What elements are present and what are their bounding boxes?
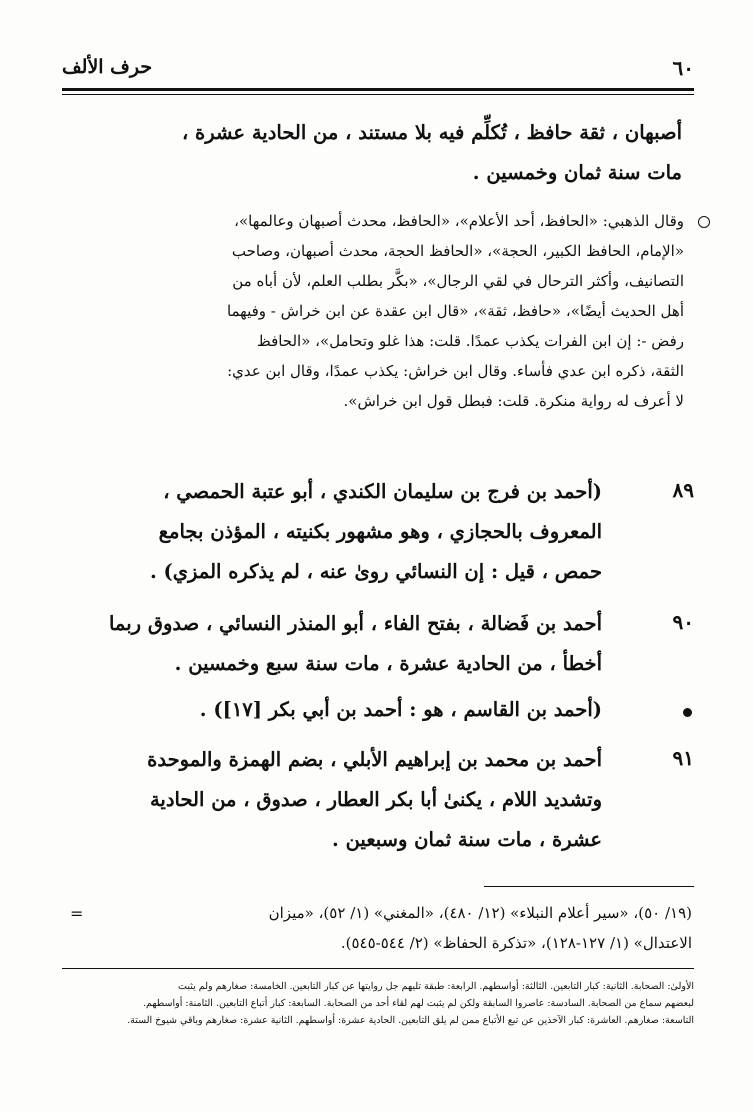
filled-dot-bullet-icon: [683, 708, 692, 717]
legend-rule: [62, 968, 694, 969]
text-line: (أحمد بن فرج بن سليمان الكندي ، أبو عتبة الحمصي ،: [163, 480, 602, 503]
dhahabi-commentary: [62, 206, 684, 416]
open-circle-bullet-icon: [698, 216, 710, 228]
page-header: [62, 56, 694, 86]
text-line: التصانيف، وأكثر الترحال في لقي الرجال»، «بكَّر بطلب العلم، لأن أباه من: [232, 272, 684, 290]
text-line: لبعضهم سماع من الصحابة. السادسة: عاصروا السابقة ولكن لم يثبت لهم لقاء أحد من الصحابة. السابعة: كبار أتباع التابعين. الثامنة: أواسطهم.: [143, 998, 694, 1009]
footnote-rule: [484, 886, 694, 887]
text-line: وقال الذهبي: «الحافظ، أحد الأعلام»، «الحافظ، محدث أصبهان وعالمها»،: [234, 212, 684, 230]
text-line: أصبهان ، ثقة حافظ ، تُكلِّم فيه بلا مستند ، من الحادية عشرة ،: [181, 121, 682, 144]
text-line: أخطأ ، من الحادية عشرة ، مات سنة سبع وخمسين .: [174, 652, 602, 675]
entry-number: ٩٠: [672, 610, 694, 634]
header-rule-thick: [62, 88, 694, 91]
text-line: وتشديد اللام ، يكنىٰ أبا بكر العطار ، صدوق ، من الحادية: [149, 788, 602, 811]
text-line: أهل الحديث أيضًا»، «حافظ، ثقة»، «قال ابن عقدة عن ابن خراش - وفيهما: [226, 302, 684, 320]
footnote: [100, 898, 692, 958]
text-line: الاعتدال» (١/ ١٢٧-١٢٨)، «تذكرة الحفاظ» (٢/ ٥٤٤-٥٤٥).: [340, 934, 692, 952]
text-line: (١٩/ ٥٠)، «سير أعلام النبلاء» (١٢/ ٤٨٠)، «المغني» (١/ ٥٢)، «ميزان: [268, 904, 692, 922]
footnote-continuation-marker: =: [70, 904, 84, 923]
text-line: رفض -: إن ابن الفرات يكذب عمدًا. قلت: هذا غلو وتحامل»، «الحافظ: [256, 332, 684, 350]
generations-legend: [62, 978, 694, 1029]
text-line: الأولىٰ: الصحابة. الثانية: كبار التابعين. الثالثة: أواسطهم. الرابعة: طبقة تليهم جل روايتها عن كبار التابعين. الخامسة: صغارهم ولم يثبت: [178, 981, 694, 992]
text-line: أحمد بن محمد بن إبراهيم الأبلي ، بضم الهمزة والموحدة: [147, 748, 602, 771]
entry-number: ٨٩: [672, 478, 694, 502]
header-rule-thin: [62, 94, 694, 95]
page-number: ٦٠: [672, 56, 694, 80]
text-line: لا أعرف له رواية منكرة. قلت: فبطل قول ابن خراش».: [343, 392, 684, 410]
entry-89: [62, 472, 602, 592]
cross-reference-entry: [62, 690, 602, 730]
text-line: أحمد بن فَضالة ، بفتح الفاء ، أبو المنذر النسائي ، صدوق ربما: [108, 612, 602, 635]
text-line: «الإمام، الحافظ الكبير، الحجة»، «الحافظ الحجة، محدث أصبهان، وصاحب: [231, 242, 684, 260]
text-line: عشرة ، مات سنة ثمان وسبعين .: [332, 828, 602, 851]
text-line: مات سنة ثمان وخمسين .: [472, 161, 682, 184]
text-line: المعروف بالحجازي ، وهو مشهور بكنيته ، المؤذن بجامع: [158, 520, 602, 543]
text-line: حمص ، قيل : إن النسائي روىٰ عنه ، لم يذكره المزي) .: [149, 560, 602, 583]
text-line: الثقة، ذكره ابن عدي فأساء. وقال ابن خراش: يكذب عمدًا، وقال ابن عدي:: [227, 362, 684, 380]
entry-91: [62, 740, 602, 860]
text-line: التاسعة: صغارهم. العاشرة: كبار الآخذين عن تبع الأتباع ممن لم يلق التابعين. الحادية عشرة: أواسطهم. الثانية عشرة: صغارهم وباقي شيوخ الستة.: [127, 1015, 694, 1026]
chapter-title: حرف الألف: [62, 56, 153, 78]
entry-number: ٩١: [672, 746, 694, 770]
entry-90: [62, 604, 602, 684]
text-line: (أحمد بن القاسم ، هو : أحمد بن أبي بكر [١٧]) .: [199, 698, 602, 721]
continuation-paragraph: [62, 113, 682, 193]
